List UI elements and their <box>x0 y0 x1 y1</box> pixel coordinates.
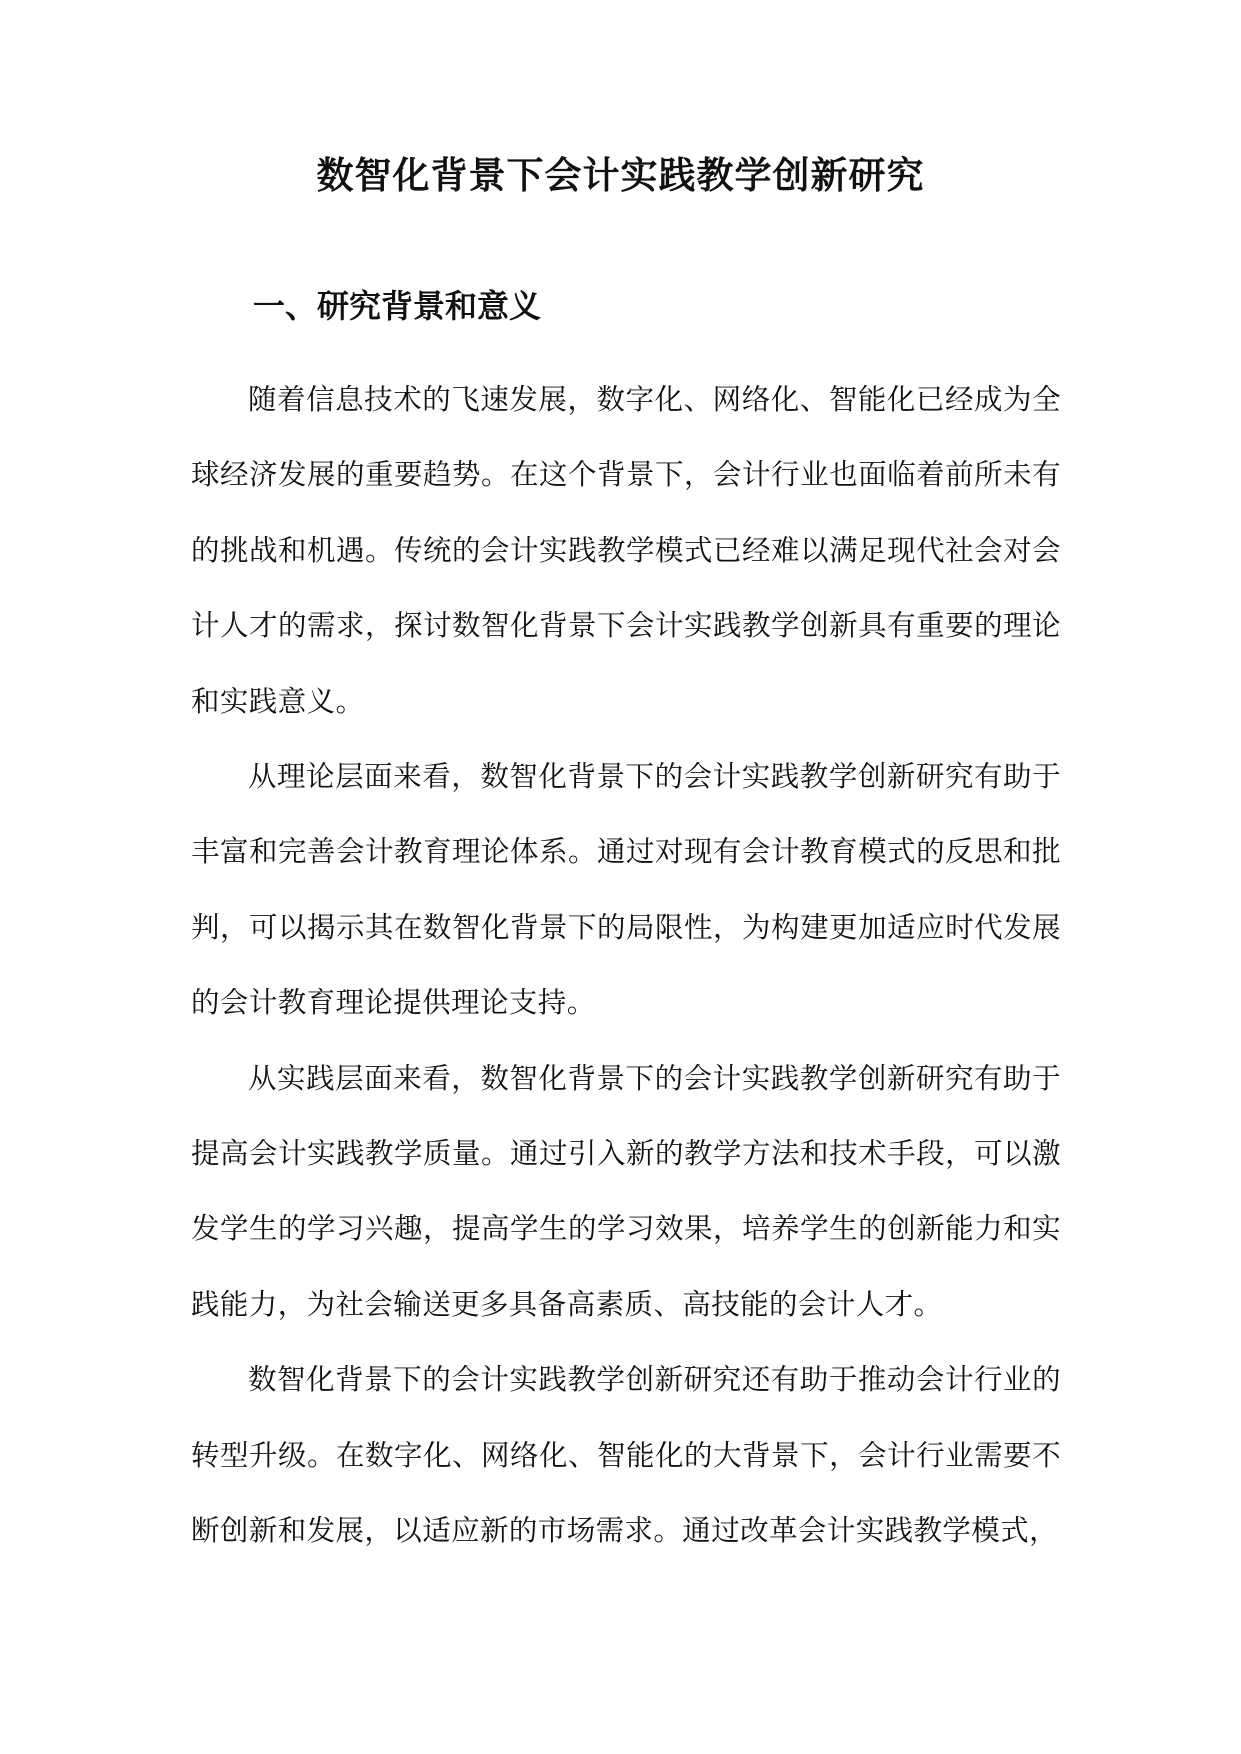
paragraph: 随着信息技术的飞速发展，数字化、网络化、智能化已经成为全球经济发展的重要趋势。在这个背景下，会计行业也面临着前所未有的挑战和机遇。传统的会计实践教学模式已经难以满足现代社会对会计人才的需求，探讨数智化背景下会计实践教学创新具有重要的理论和实践意义。 <box>191 383 1061 718</box>
document-title: 数智化背景下会计实践教学创新研究 <box>316 153 925 197</box>
paragraph: 从实践层面来看，数智化背景下的会计实践教学创新研究有助于提高会计实践教学质量。通过引入新的教学方法和技术手段，可以激发学生的学习兴趣，提高学生的学习效果，培养学生的创新能力和实践能力，为社会输送更多具备高素质、高技能的会计人才。 <box>191 1061 1061 1321</box>
paragraph: 数智化背景下的会计实践教学创新研究还有助于推动会计行业的转型升级。在数字化、网络化、智能化的大背景下，会计行业需要不断创新和发展，以适应新的市场需求。通过改革会计实践教学模式， <box>191 1363 1061 1548</box>
paragraph: 从理论层面来看，数智化背景下的会计实践教学创新研究有助于丰富和完善会计教育理论体系。通过对现有会计教育模式的反思和批判，可以揭示其在数智化背景下的局限性，为构建更加适应时代发展的会计教育理论提供理论支持。 <box>191 760 1061 1020</box>
section-heading: 一、研究背景和意义 <box>253 287 542 325</box>
body-text <box>191 362 1061 1569</box>
